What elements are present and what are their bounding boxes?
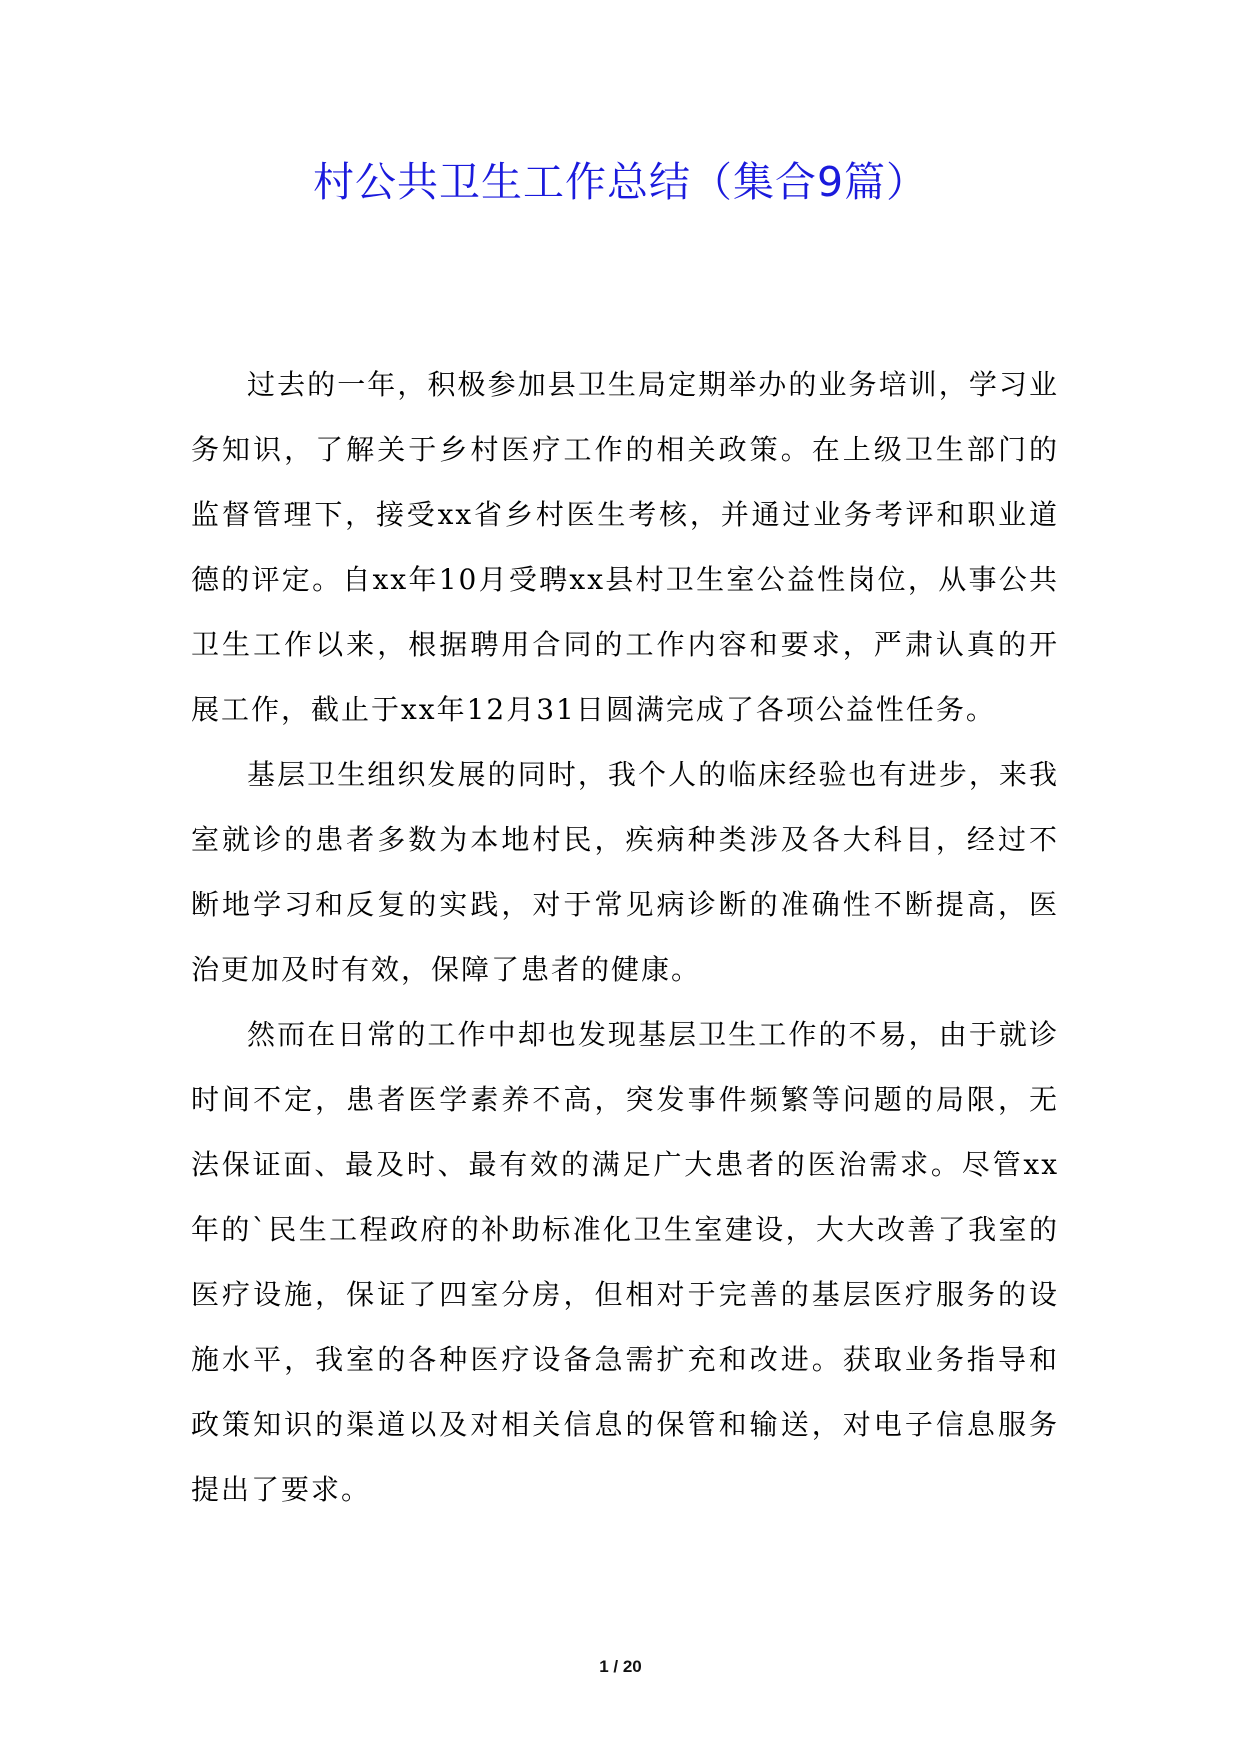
document-body [191,352,1059,1522]
page-number: 1 / 20 [599,1657,642,1676]
paragraph-3: 然而在日常的工作中却也发现基层卫生工作的不易，由于就诊时间不定，患者医学素养不高，突发事件频繁等问题的局限，无法保证面、最及时、最有效的满足广大患者的医治需求。尽管xx年的`民生工程政府的补助标准化卫生室建设，大大改善了我室的医疗设施，保证了四室分房，但相对于完善的基层医疗服务的设施水平，我室的各种医疗设备急需扩充和改进。获取业务指导和政策知识的渠道以及对相关信息的保管和输送，对电子信息服务提出了要求。 [191,1018,1059,1506]
paragraph-1: 过去的一年，积极参加县卫生局定期举办的业务培训，学习业务知识，了解关于乡村医疗工作的相关政策。在上级卫生部门的监督管理下，接受xx省乡村医生考核，并通过业务考评和职业道德的评定。自xx年10月受聘xx县村卫生室公益性岗位，从事公共卫生工作以来，根据聘用合同的工作内容和要求，严肃认真的开展工作，截止于xx年12月31日圆满完成了各项公益性任务。 [191,368,1059,726]
paragraph-2: 基层卫生组织发展的同时，我个人的临床经验也有进步，来我室就诊的患者多数为本地村民，疾病种类涉及各大科目，经过不断地学习和反复的实践，对于常见病诊断的准确性不断提高，医治更加及时有效，保障了患者的健康。 [191,758,1059,986]
document-title: 村公共卫生工作总结（集合9篇） [312,158,929,206]
